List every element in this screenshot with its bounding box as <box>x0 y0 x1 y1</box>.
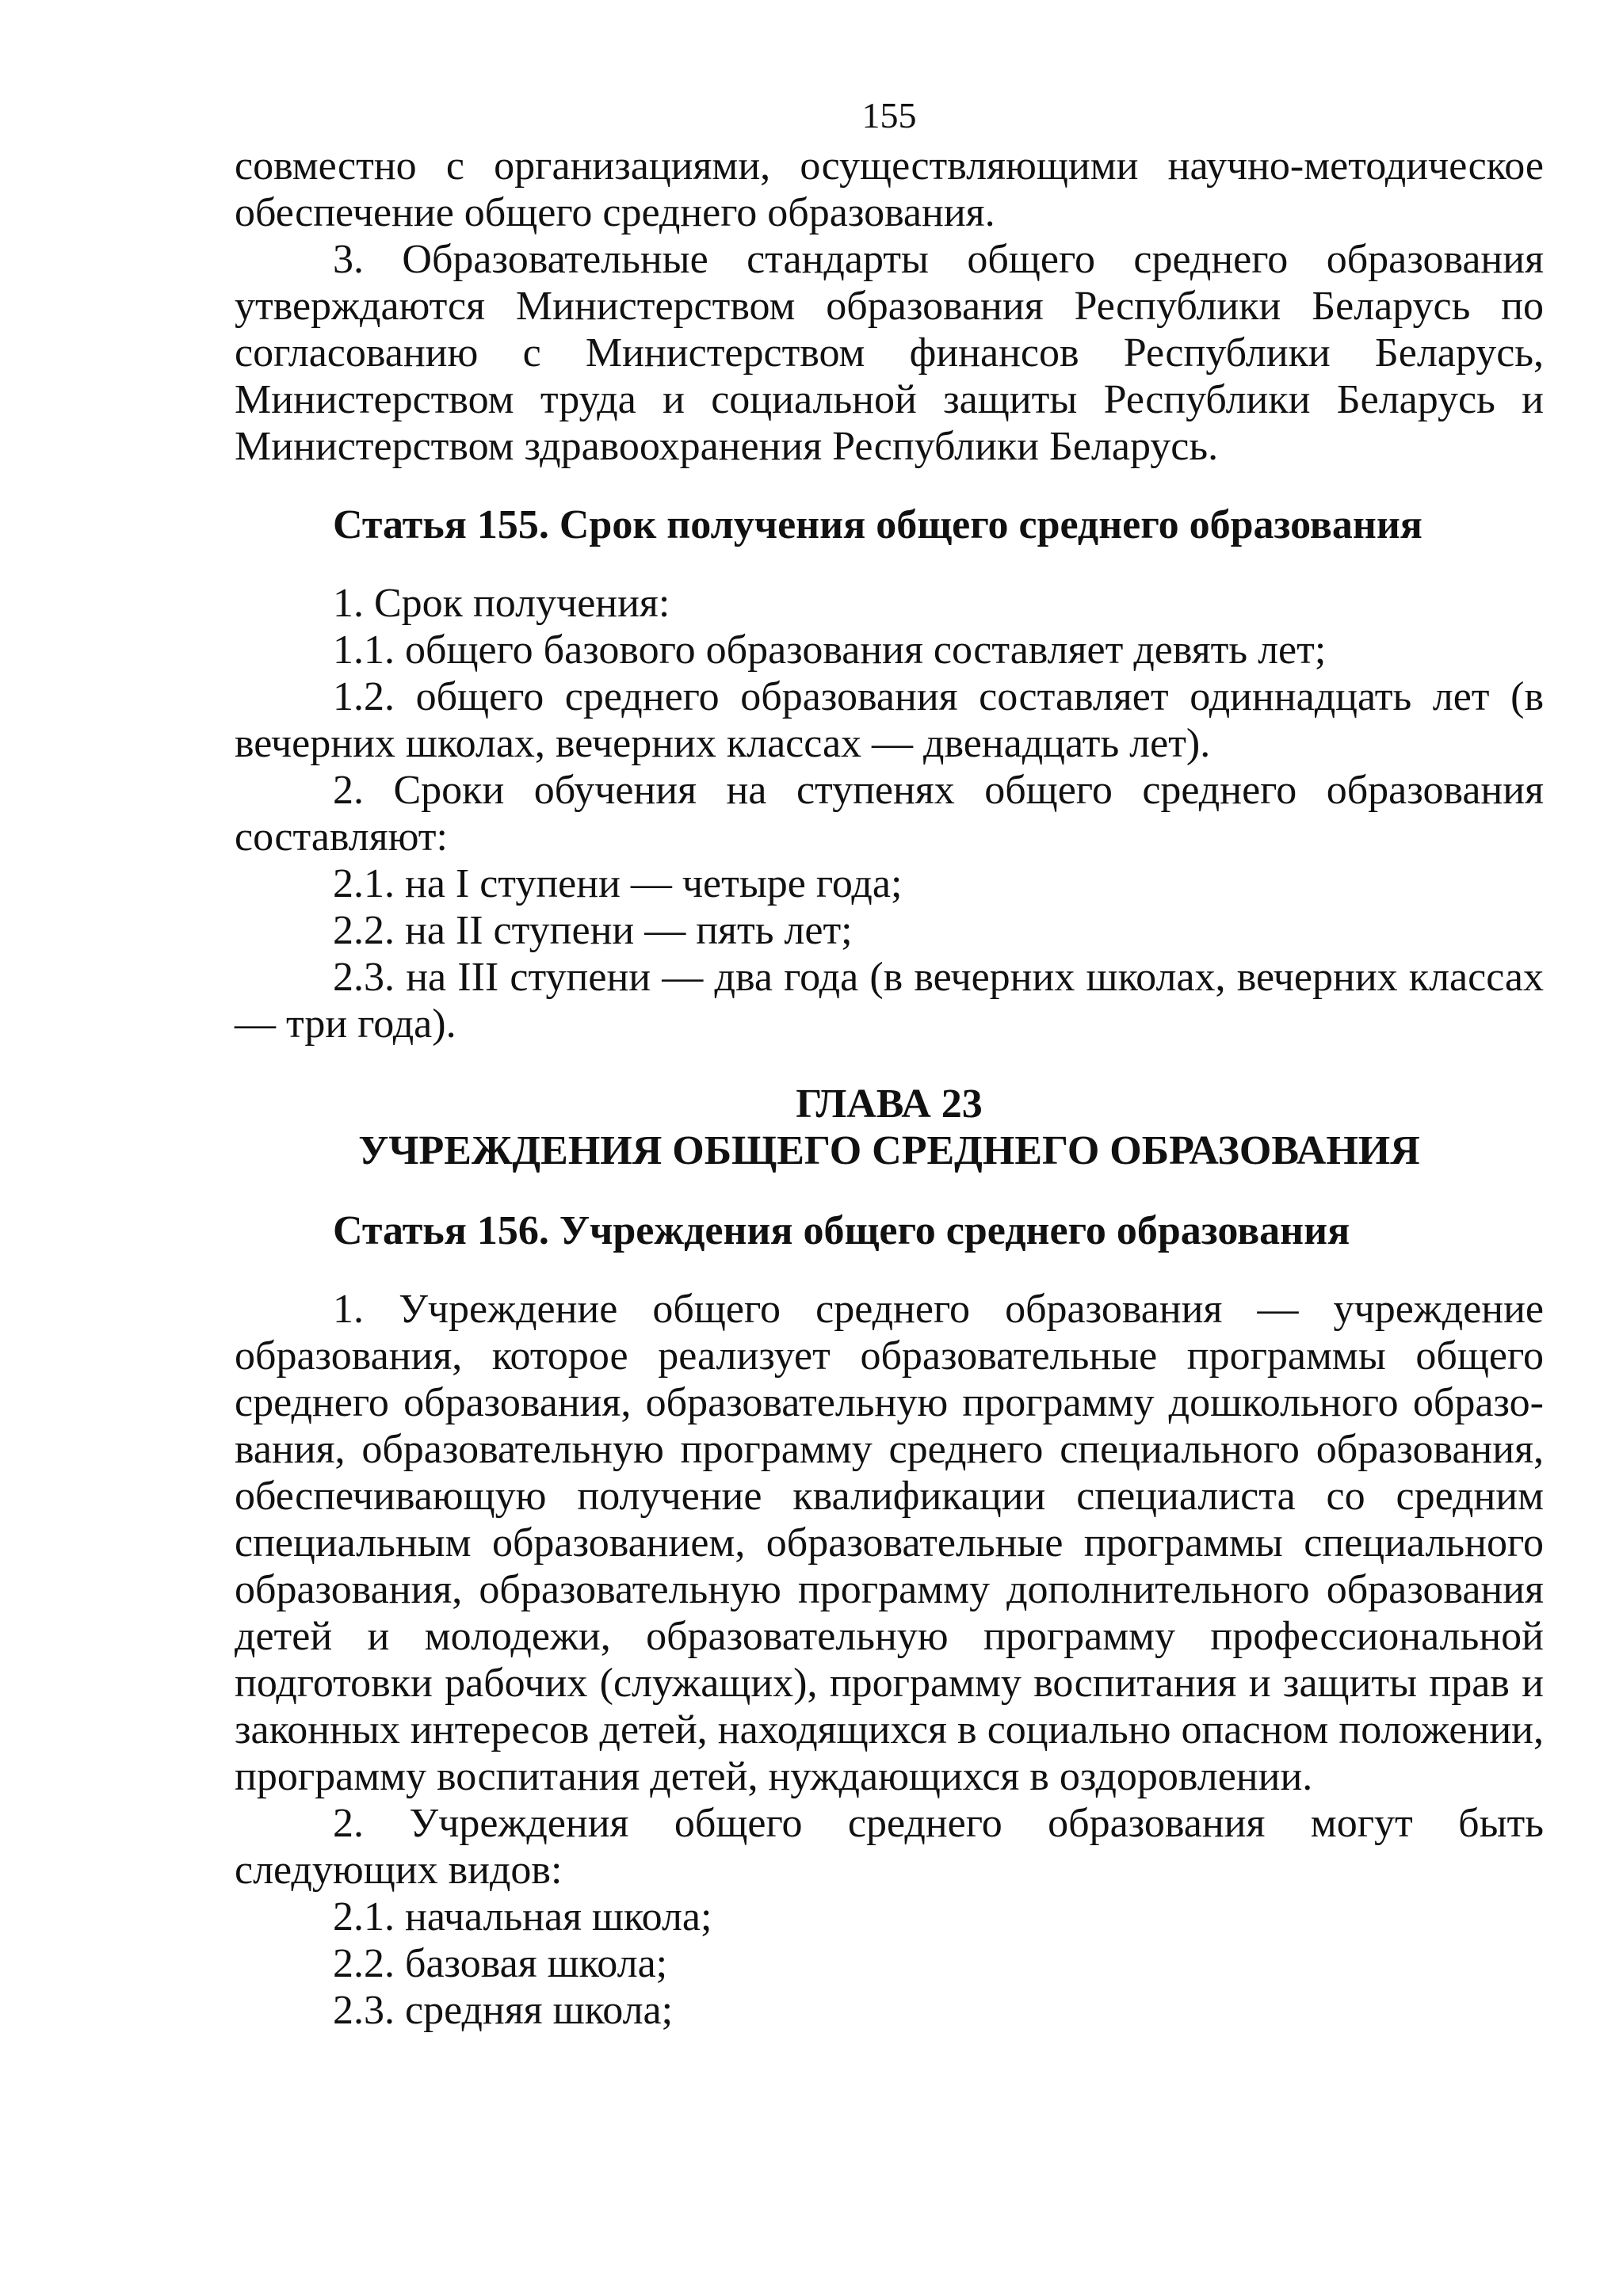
paragraph-item-3: 3. Образовательные стандарты общего среднего образования утверждаются Министерством образования Республики Беларусь по согласованию с Министерством финансов Республики Беларусь, Министерством труда и социальной защиты Республики Беларусь и Министерством здравоохранения Республики Беларусь. <box>235 237 1544 469</box>
article-155-item: 2.1. на I ступени — четыре года; <box>333 861 903 906</box>
article-155-item: 1.2. общего среднего образования составляет одиннадцать лет (в вечерних школах, вечерних классах — двенадцать лет). <box>235 674 1544 766</box>
article-155-item: 1. Срок получения: <box>333 581 670 626</box>
article-155-item: 2.3. на III ступени — два года (в вечерних школах, вечерних классах — три года). <box>235 955 1544 1047</box>
article-156-item: 2.3. средняя школа; <box>333 1988 674 2033</box>
article-155-title: Статья 155. Срок получения общего среднего образования <box>333 502 1423 547</box>
article-156-item: 2. Учреждения общего среднего образования могут быть следующих видов: <box>235 1801 1544 1893</box>
article-156-item: 2.1. начальная школа; <box>333 1894 712 1939</box>
article-156-item: 1. Учреждение общего среднего образования — учреждение образования, которое реализует образовательные программы общего среднего образования, образовательную программу дошкольного образования, образовательную программу среднего специального образования, обеспечивающую получение квалификации специалиста со средним специальным образованием, образовательные программы специального образования, образовательную программу дополнительного образования детей и молодежи, образовательную программу профессиональной подготовки рабочих (служащих), программу воспитания и защиты прав и законных интересов детей, находящихся в социально опасном положении, программу воспитания детей, нуждающихся в оздоровлении. <box>235 1287 1544 1799</box>
article-156-item: 2.2. базовая школа; <box>333 1941 668 1986</box>
chapter-title: УЧРЕЖДЕНИЯ ОБЩЕГО СРЕДНЕГО ОБРАЗОВАНИЯ <box>358 1128 1420 1173</box>
chapter-heading <box>235 1081 1544 1174</box>
page-number: 155 <box>861 95 917 135</box>
document-page <box>235 92 1544 2034</box>
paragraph-continuation: совместно с организациями, осуществляющими научно-методическое обеспечение общего среднего образования. <box>235 143 1544 235</box>
article-155-item: 1.1. общего базового образования составляет девять лет; <box>333 627 1327 673</box>
chapter-number: ГЛАВА 23 <box>796 1081 983 1127</box>
article-155-body <box>235 580 1544 1047</box>
article-155-item: 2. Сроки обучения на ступенях общего среднего образования составляют: <box>235 768 1544 860</box>
article-156-body <box>235 1286 1544 2034</box>
article-155-item: 2.2. на II ступени — пять лет; <box>333 908 853 953</box>
article-156-title: Статья 156. Учреждения общего среднего образования <box>333 1208 1350 1253</box>
